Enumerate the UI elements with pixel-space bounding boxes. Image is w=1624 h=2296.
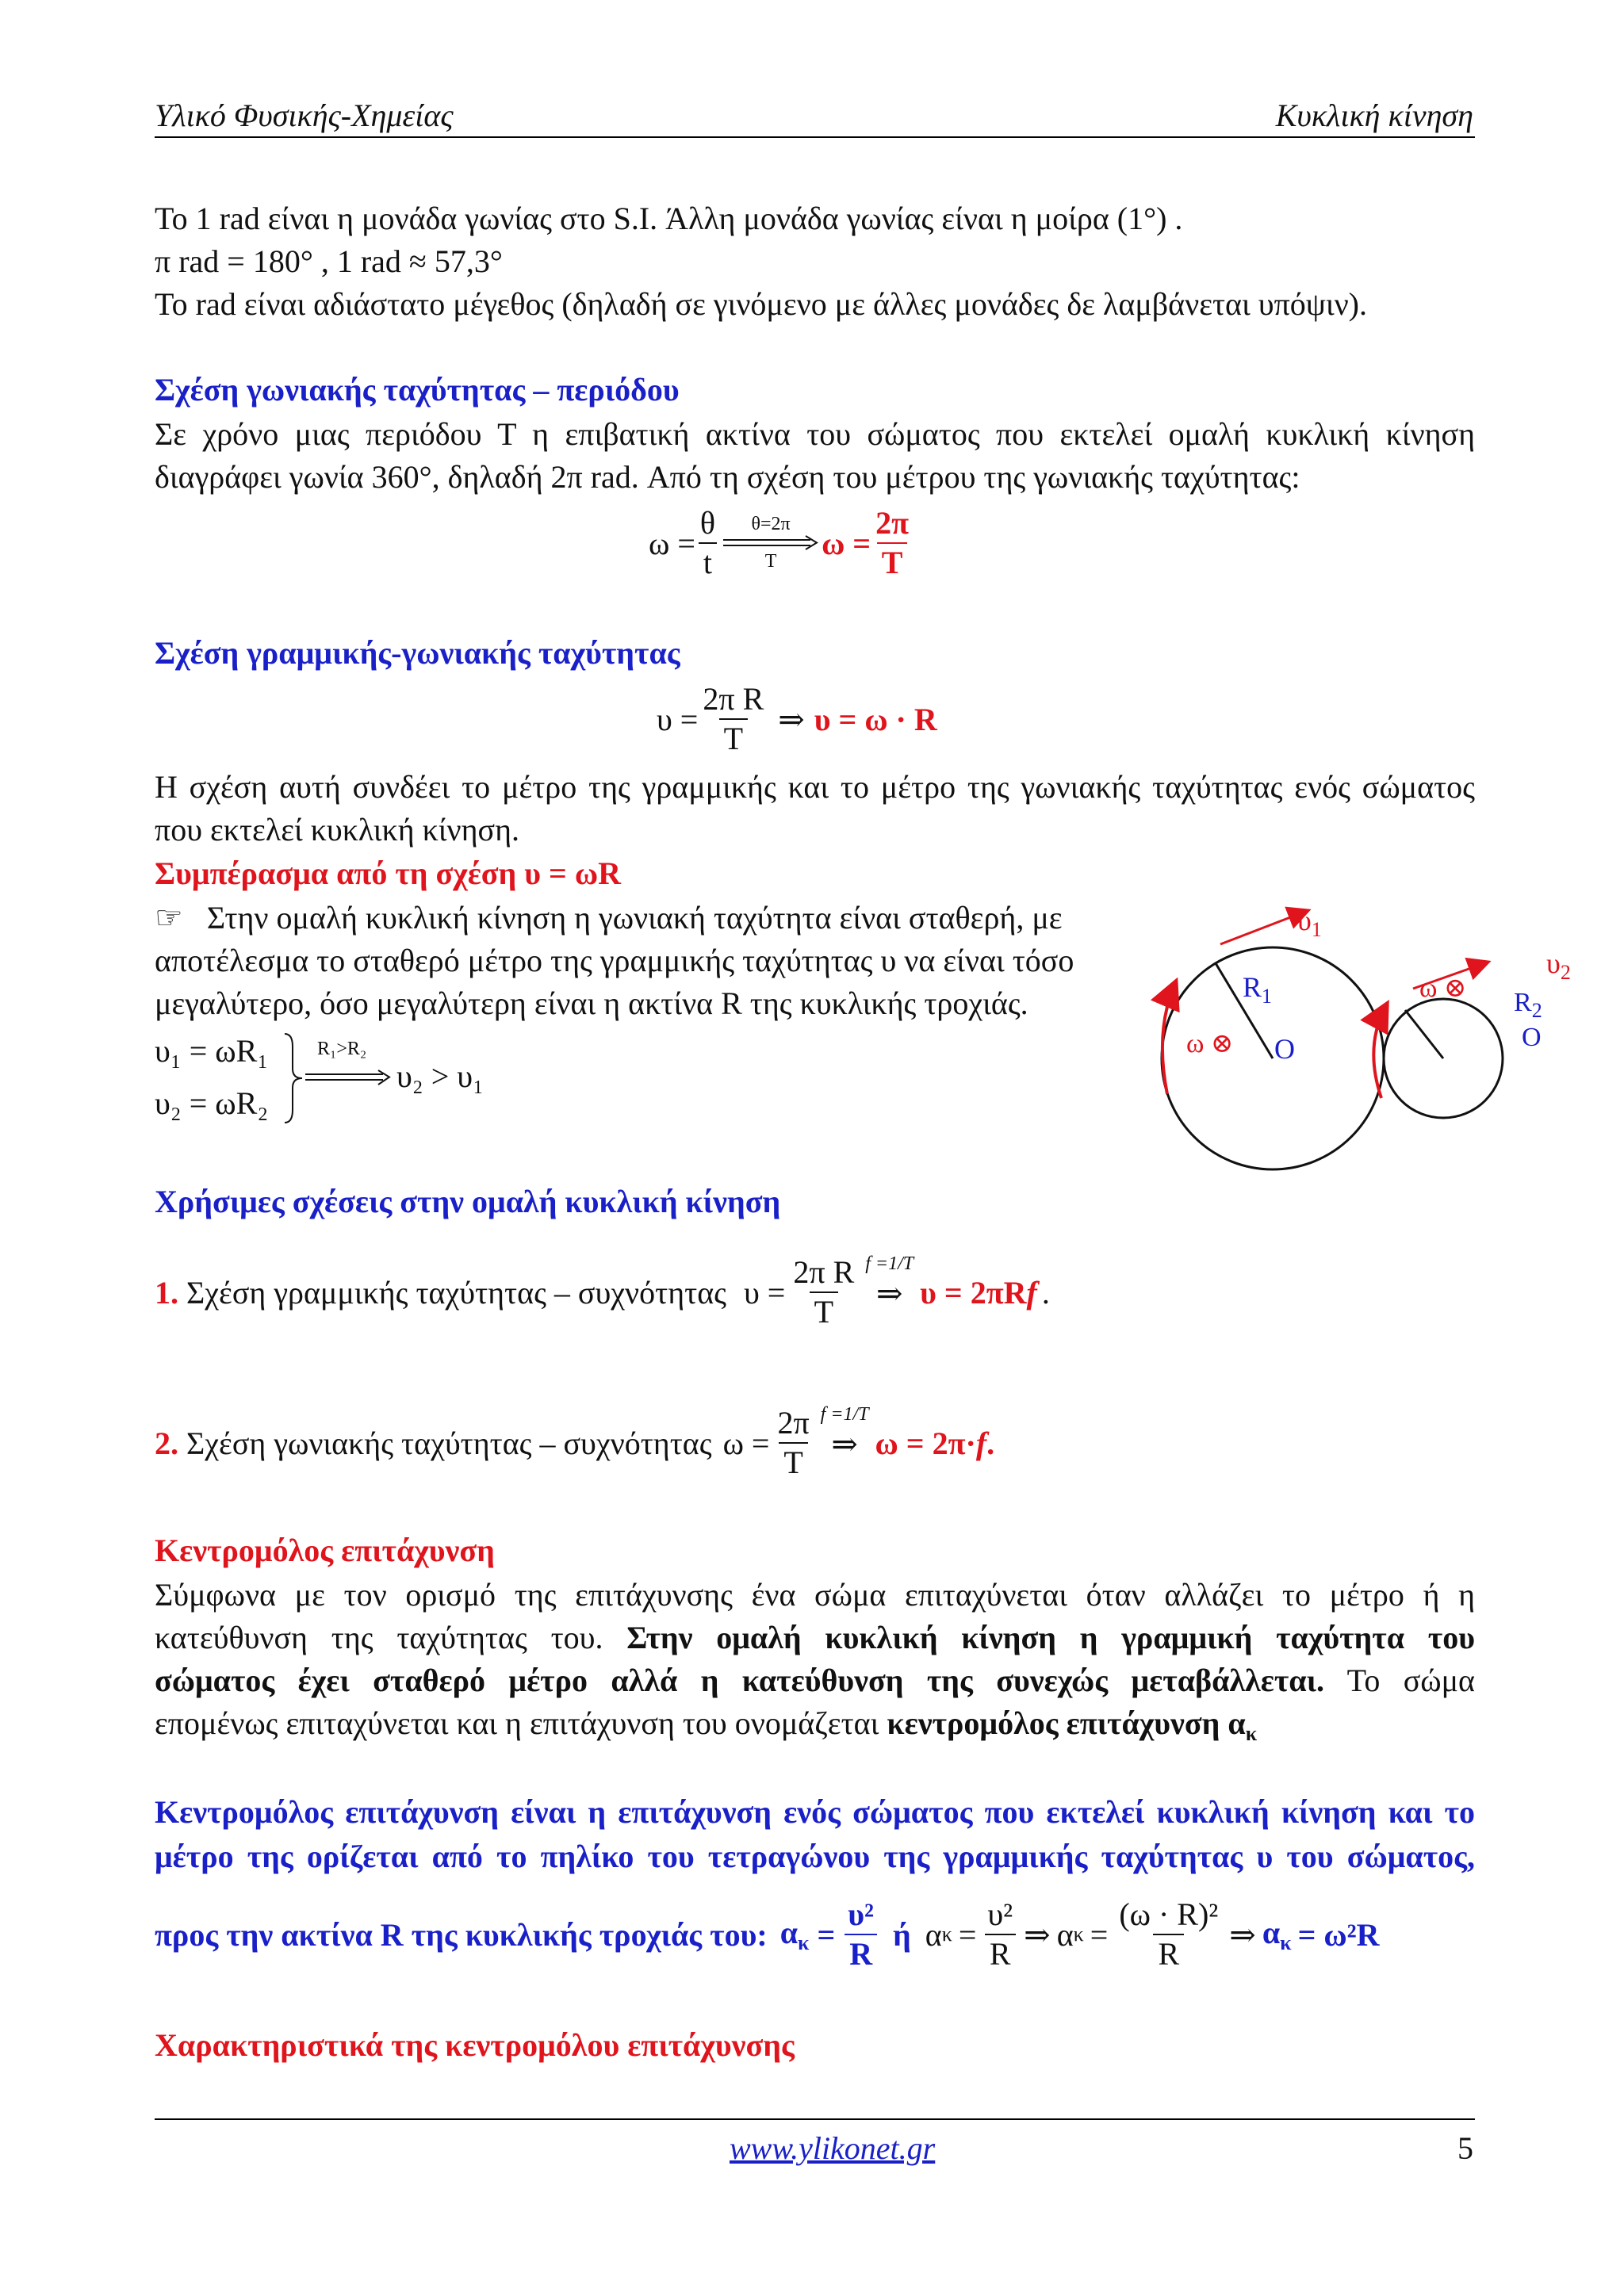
implies-arrow: θ=2π T: [723, 514, 818, 572]
label-omega-big: ω ⊗: [1186, 1029, 1234, 1058]
relation-2: 2. Σχέση γωνιακής ταχύτητας – συχνότητας ω = $\frac{2\pi}{T}$ f =1/T ⇒ ω = 2π· f .: [155, 1404, 995, 1480]
equation-v-omega-r: υ = $\frac{\text{2π R}}{T}$ ⇒ υ = ω · R: [657, 681, 937, 756]
pointing-hand-icon: ☞: [155, 900, 183, 936]
label-r2: $R_2$: [1514, 988, 1542, 1022]
centripetal-line-3: σώματος έχει σταθερό μέτρο αλλά η κατεύθυνση της συνεχώς μεταβάλλεται. Το σώμα: [155, 1663, 1476, 1698]
label-v2: $\upsilon_2$: [1546, 947, 1571, 984]
conclusion-line-1: ☞ Στην ομαλή κυκλική κίνηση η γωνιακή ταχύτητα είναι σταθερή, με: [155, 900, 1063, 936]
equation-v2: υ₂ = ωR₂: [155, 1085, 269, 1121]
sec2-paragraph-line-1: Η σχέση αυτή συνδέει το μέτρο της γραμμικής και το μέτρο της γωνιακής ταχύτητας ενός σώματος: [155, 769, 1475, 805]
label-v1: $\upsilon_1$: [1297, 905, 1322, 941]
right-brace-icon: [282, 1031, 305, 1126]
conclusion-line-3: μεγαλύτερο, όσο μεγαλύτερη είναι η ακτίνα R της κυκλικής τροχιάς.: [155, 985, 1028, 1021]
relation-1: 1. Σχέση γραμμικής ταχύτητας – συχνότητας υ = $\frac{\text{2π R}}{T}$ f =1/T ⇒ υ = 2πR f .: [155, 1253, 1050, 1330]
label-omega-small: ω ⊗: [1419, 974, 1467, 1003]
sec1-paragraph-line-2: διαγράφει γωνία 360°, δηλαδή 2π rad. Από τη σχέση του μέτρου της γωνιακής ταχύτητας:: [155, 459, 1300, 495]
label-o-big: O: [1274, 1033, 1295, 1065]
header-right: Κυκλική κίνηση: [1275, 98, 1473, 133]
sec1-paragraph-line-1: Σε χρόνο μιας περιόδου Τ η επιβατική ακτίνα του σώματος που εκτελεί ομαλή κυκλική κίνηση: [155, 416, 1475, 452]
equation-omega-period: ω = $\frac{\theta}{t}$ θ=2π T ω = $\frac{2\pi}{T}$: [649, 505, 910, 580]
radius-r2: [1405, 1010, 1443, 1058]
intro-line-2: π rad = 180° , 1 rad ≈ 57,3°: [155, 243, 503, 279]
definition-line-3-equation: προς την ακτίνα R της κυκλικής τροχιάς του: $\alpha_\kappa$ = $\frac{\text{υ²}}{R}$ ή α κ = $\frac{\text{υ²}}{R}$ ⇒ α κ = $\frac{\text{(ω · R)²}}{R}$ ⇒ $\alpha_\kappa$ = ω²R: [155, 1896, 1380, 1972]
condition-r1-gt-r2: R₁>R₂: [317, 1039, 367, 1059]
heading-angular-period: Σχέση γωνιακής ταχύτητας – περιόδου: [155, 372, 680, 408]
centripetal-line-4: επομένως επιταχύνεται και η επιτάχυνση του ονομάζεται κεντρομόλος επιτάχυνση $\alpha_\kappa$: [155, 1705, 1258, 1745]
heading-centripetal: Κεντρομόλος επιτάχυνση: [155, 1533, 495, 1568]
centripetal-line-1: Σύμφωνα με τον ορισμό της επιτάχυνσης ένα σώμα επιταχύνεται όταν αλλάζει το μέτρο ή η: [155, 1577, 1475, 1613]
label-o-small: O: [1522, 1023, 1542, 1052]
intro-line-1: Το 1 rad είναι η μονάδα γωνίας στο S.I. Άλλη μονάδα γωνίας είναι η μοίρα (1°) .: [155, 201, 1183, 236]
velocity-vector-v1: [1220, 911, 1307, 944]
sec2-paragraph-line-2: που εκτελεί κυκλική κίνηση.: [155, 812, 520, 848]
equation-v1: υ₁ = ωR₁: [155, 1033, 269, 1069]
heading-characteristics: Χαρακτηριστικά της κεντρομόλου επιτάχυνσης: [155, 2027, 795, 2063]
conclusion-line-2: αποτέλεσμα το σταθερό μέτρο της γραμμικής ταχύτητας υ να είναι τόσο: [155, 943, 1074, 978]
header-left: Υλικό Φυσικής-Χημείας: [155, 98, 454, 133]
page-number: 5: [1457, 2130, 1473, 2166]
heading-conclusion: Συμπέρασμα από τη σχέση υ = ωR: [155, 855, 621, 891]
result-v2-gt-v1: υ₂ > υ₁: [396, 1058, 485, 1094]
implies-arrow: [305, 1069, 393, 1086]
footer-link[interactable]: www.ylikonet.gr: [730, 2130, 936, 2166]
heading-linear-angular: Σχέση γραμμικής-γωνιακής ταχύτητας: [155, 635, 680, 671]
definition-line-2: μέτρο της ορίζεται από το πηλίκο του τετραγώνου της γραμμικής ταχύτητας υ του σώματος,: [155, 1839, 1475, 1874]
heading-useful-relations: Χρήσιμες σχέσεις στην ομαλή κυκλική κίνηση: [155, 1184, 781, 1219]
intro-line-3: Το rad είναι αδιάστατο μέγεθος (δηλαδή σε γινόμενο με άλλες μονάδες δε λαμβάνεται υπόψιν).: [155, 286, 1367, 322]
definition-line-1: Κεντρομόλος επιτάχυνση είναι η επιτάχυνση ενός σώματος που εκτελεί κυκλική κίνηση και το: [155, 1794, 1475, 1830]
footer-rule: [155, 2118, 1475, 2120]
header-rule: [155, 136, 1475, 138]
label-r1: $R_1$: [1243, 971, 1273, 1008]
centripetal-line-2: κατεύθυνση της ταχύτητας του. Στην ομαλή κυκλική κίνηση η γραμμική ταχύτητα του: [155, 1620, 1475, 1655]
